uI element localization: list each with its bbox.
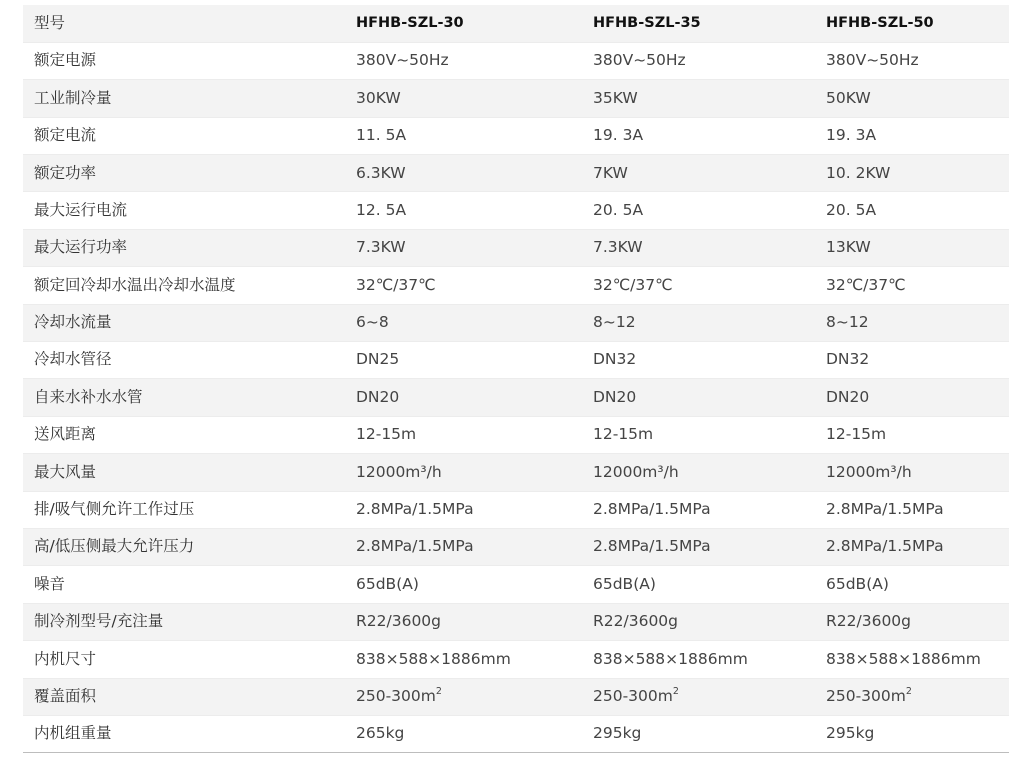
table-row bbox=[23, 416, 1009, 453]
value-text: 250-300m bbox=[593, 687, 673, 706]
header-label: 型号 bbox=[23, 5, 345, 42]
param-name: 最大风量 bbox=[23, 454, 345, 491]
table-row bbox=[23, 379, 1009, 416]
param-name: 额定回冷却水温出冷却水温度 bbox=[23, 267, 345, 304]
param-value: 7KW bbox=[582, 155, 815, 192]
param-value: 12000m³/h bbox=[345, 454, 582, 491]
param-name: 内机尺寸 bbox=[23, 641, 345, 678]
param-value: 19. 3A bbox=[815, 117, 1009, 154]
value-text: 250-300m bbox=[826, 687, 906, 706]
table-row bbox=[23, 491, 1009, 528]
param-value: DN20 bbox=[582, 379, 815, 416]
param-name: 送风距离 bbox=[23, 416, 345, 453]
param-value: 32℃/37℃ bbox=[582, 267, 815, 304]
param-name: 排/吸气侧允许工作过压 bbox=[23, 491, 345, 528]
param-value: 65dB(A) bbox=[582, 566, 815, 603]
param-name: 冷却水流量 bbox=[23, 304, 345, 341]
unit-superscript: 2 bbox=[905, 686, 912, 698]
param-value: 50KW bbox=[815, 80, 1009, 117]
param-value: 380V~50Hz bbox=[345, 42, 582, 79]
param-value: 295kg bbox=[582, 715, 815, 752]
param-value: 380V~50Hz bbox=[582, 42, 815, 79]
param-value: DN25 bbox=[345, 342, 582, 379]
param-value: 838×588×1886mm bbox=[345, 641, 582, 678]
param-value bbox=[582, 678, 815, 715]
param-value: 6~8 bbox=[345, 304, 582, 341]
param-value: 13KW bbox=[815, 229, 1009, 266]
param-value bbox=[345, 678, 582, 715]
param-value: 8~12 bbox=[815, 304, 1009, 341]
param-value: 30KW bbox=[345, 80, 582, 117]
table-row bbox=[23, 641, 1009, 678]
param-value: 12000m³/h bbox=[582, 454, 815, 491]
param-name: 工业制冷量 bbox=[23, 80, 345, 117]
param-value: 6.3KW bbox=[345, 155, 582, 192]
param-value: 838×588×1886mm bbox=[815, 641, 1009, 678]
param-value: 2.8MPa/1.5MPa bbox=[815, 528, 1009, 565]
param-name: 额定电源 bbox=[23, 42, 345, 79]
spec-table bbox=[23, 5, 1009, 753]
spec-table-body bbox=[23, 5, 1009, 753]
param-value: 65dB(A) bbox=[815, 566, 1009, 603]
param-value: 2.8MPa/1.5MPa bbox=[582, 491, 815, 528]
param-value: DN20 bbox=[345, 379, 582, 416]
param-value: 20. 5A bbox=[582, 192, 815, 229]
param-value: 8~12 bbox=[582, 304, 815, 341]
value-text: 250-300m bbox=[356, 687, 436, 706]
table-row bbox=[23, 117, 1009, 154]
param-value: R22/3600g bbox=[345, 603, 582, 640]
param-value: 11. 5A bbox=[345, 117, 582, 154]
table-row bbox=[23, 528, 1009, 565]
param-name: 冷却水管径 bbox=[23, 342, 345, 379]
param-value: 12000m³/h bbox=[815, 454, 1009, 491]
param-value: 380V~50Hz bbox=[815, 42, 1009, 79]
param-value: 7.3KW bbox=[582, 229, 815, 266]
table-row bbox=[23, 715, 1009, 752]
param-name: 额定电流 bbox=[23, 117, 345, 154]
param-value: DN32 bbox=[815, 342, 1009, 379]
table-row bbox=[23, 267, 1009, 304]
param-value: 12-15m bbox=[345, 416, 582, 453]
param-value: 35KW bbox=[582, 80, 815, 117]
param-value: 65dB(A) bbox=[345, 566, 582, 603]
param-value: 32℃/37℃ bbox=[815, 267, 1009, 304]
param-value: 20. 5A bbox=[815, 192, 1009, 229]
model-name: HFHB-SZL-30 bbox=[345, 5, 582, 42]
param-name: 高/低压侧最大允许压力 bbox=[23, 528, 345, 565]
table-row bbox=[23, 678, 1009, 715]
param-value: 10. 2KW bbox=[815, 155, 1009, 192]
table-row bbox=[23, 603, 1009, 640]
param-name: 最大运行电流 bbox=[23, 192, 345, 229]
table-row bbox=[23, 304, 1009, 341]
model-name: HFHB-SZL-50 bbox=[815, 5, 1009, 42]
param-value: 19. 3A bbox=[582, 117, 815, 154]
table-row bbox=[23, 80, 1009, 117]
param-value: 2.8MPa/1.5MPa bbox=[582, 528, 815, 565]
table-row bbox=[23, 229, 1009, 266]
param-value: DN20 bbox=[815, 379, 1009, 416]
param-value: 2.8MPa/1.5MPa bbox=[815, 491, 1009, 528]
table-row bbox=[23, 454, 1009, 491]
table-header-row bbox=[23, 5, 1009, 42]
table-row bbox=[23, 42, 1009, 79]
param-value: R22/3600g bbox=[582, 603, 815, 640]
param-value: 12-15m bbox=[582, 416, 815, 453]
param-value: 295kg bbox=[815, 715, 1009, 752]
param-name: 最大运行功率 bbox=[23, 229, 345, 266]
param-name: 内机组重量 bbox=[23, 715, 345, 752]
param-value: 12-15m bbox=[815, 416, 1009, 453]
param-value: 7.3KW bbox=[345, 229, 582, 266]
param-name: 额定功率 bbox=[23, 155, 345, 192]
param-name: 覆盖面积 bbox=[23, 678, 345, 715]
param-name: 噪音 bbox=[23, 566, 345, 603]
table-row bbox=[23, 155, 1009, 192]
unit-superscript: 2 bbox=[672, 686, 679, 698]
param-name: 自来水补水水管 bbox=[23, 379, 345, 416]
param-value: 2.8MPa/1.5MPa bbox=[345, 528, 582, 565]
param-value: 265kg bbox=[345, 715, 582, 752]
param-name: 制冷剂型号/充注量 bbox=[23, 603, 345, 640]
param-value: 838×588×1886mm bbox=[582, 641, 815, 678]
param-value: 2.8MPa/1.5MPa bbox=[345, 491, 582, 528]
param-value: 12. 5A bbox=[345, 192, 582, 229]
param-value: DN32 bbox=[582, 342, 815, 379]
table-row bbox=[23, 342, 1009, 379]
table-row bbox=[23, 192, 1009, 229]
param-value: 32℃/37℃ bbox=[345, 267, 582, 304]
unit-superscript: 2 bbox=[435, 686, 442, 698]
model-name: HFHB-SZL-35 bbox=[582, 5, 815, 42]
param-value bbox=[815, 678, 1009, 715]
table-row bbox=[23, 566, 1009, 603]
param-value: R22/3600g bbox=[815, 603, 1009, 640]
